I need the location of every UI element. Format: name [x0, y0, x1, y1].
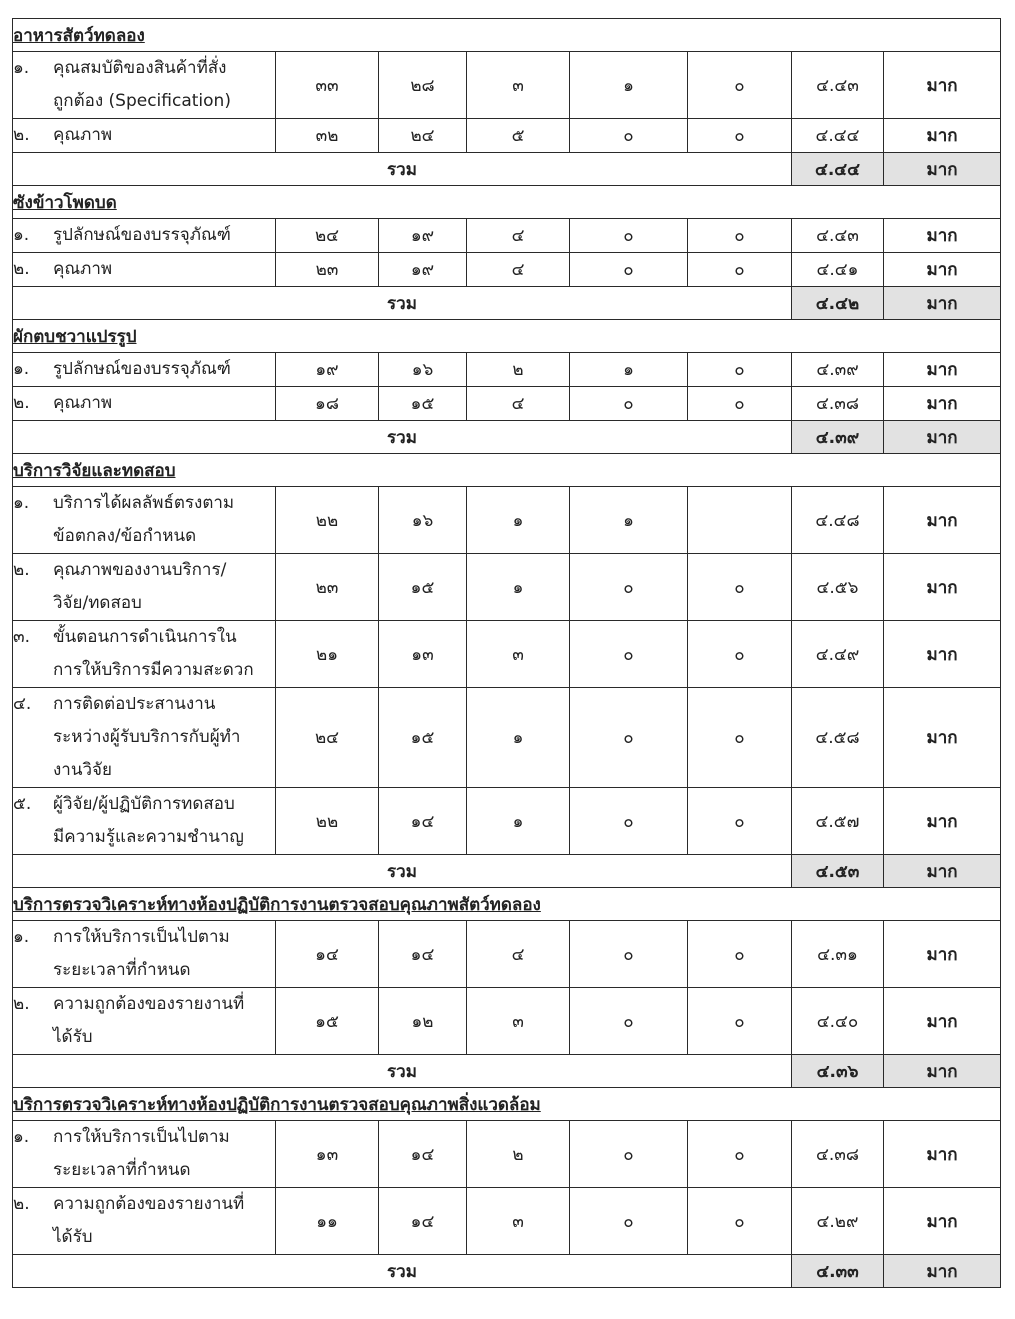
item-number: ๒. — [13, 560, 30, 580]
count-cell-c4: ๐ — [570, 688, 688, 788]
level-cell: มาก — [884, 1188, 1001, 1255]
count-cell-mean: ๔.๕๘ — [792, 688, 884, 788]
item-wrap — [13, 788, 275, 854]
item-text-line: ความถูกต้องของรายงานที่ — [53, 994, 245, 1014]
item-text-line: การติดต่อประสานงาน — [53, 694, 216, 714]
table-row — [13, 1188, 1001, 1255]
count-cell-c2: ๑๙ — [379, 253, 467, 287]
level-cell: มาก — [884, 788, 1001, 855]
count-cell-c4: ๐ — [570, 253, 688, 287]
item-text-line: การให้บริการเป็นไปตาม — [53, 927, 230, 947]
count-cell-c3: ๑ — [467, 554, 570, 621]
item-cell — [13, 554, 276, 621]
count-cell-mean: ๔.๒๙ — [792, 1188, 884, 1255]
count-cell-c1: ๒๑ — [276, 621, 379, 688]
count-cell-c3: ๔ — [467, 253, 570, 287]
count-cell-mean: ๔.๔๓ — [792, 219, 884, 253]
item-text-line: ผู้วิจัย/ผู้ปฏิบัติการทดสอบ — [53, 794, 235, 814]
item-wrap — [13, 52, 275, 118]
item-text-line: วิจัย/ทดสอบ — [53, 593, 142, 613]
level-cell: มาก — [884, 921, 1001, 988]
section-title: ซังข้าวโพดบด — [13, 186, 1001, 219]
item-wrap — [13, 219, 275, 252]
total-level: มาก — [884, 1055, 1001, 1088]
count-cell-c5: ๐ — [688, 1188, 792, 1255]
count-cell-c5: ๐ — [688, 1121, 792, 1188]
item-wrap — [13, 487, 275, 553]
section-header-row — [13, 320, 1001, 353]
section-title: อาหารสัตว์ทดลอง — [13, 19, 1001, 52]
total-label: รวม — [13, 153, 792, 186]
section-header-row — [13, 888, 1001, 921]
section-header-row — [13, 19, 1001, 52]
count-cell-c5: ๐ — [688, 353, 792, 387]
count-cell-c5: ๐ — [688, 253, 792, 287]
count-cell-c2: ๑๔ — [379, 1121, 467, 1188]
item-wrap — [13, 554, 275, 620]
count-cell-mean: ๔.๔๘ — [792, 487, 884, 554]
item-text — [53, 1121, 275, 1187]
item-wrap — [13, 688, 275, 787]
item-text — [53, 621, 275, 687]
count-cell-mean: ๔.๓๑ — [792, 921, 884, 988]
count-cell-mean: ๔.๓๘ — [792, 1121, 884, 1188]
total-label: รวม — [13, 855, 792, 888]
count-cell-c3: ๓ — [467, 52, 570, 119]
item-text-line: งานวิจัย — [53, 760, 112, 780]
item-number: ๓. — [13, 627, 31, 647]
count-cell-c4: ๐ — [570, 621, 688, 688]
count-cell-c1: ๒๒ — [276, 487, 379, 554]
item-number: ๑. — [13, 359, 30, 379]
total-mean: ๔.๔๔ — [792, 153, 884, 186]
count-cell-c3: ๕ — [467, 119, 570, 153]
level-cell: มาก — [884, 119, 1001, 153]
count-cell-c1: ๒๔ — [276, 219, 379, 253]
count-cell-c2: ๑๒ — [379, 988, 467, 1055]
count-cell-c1: ๒๓ — [276, 253, 379, 287]
item-number: ๒. — [13, 393, 30, 413]
section-header-row — [13, 186, 1001, 219]
level-cell: มาก — [884, 621, 1001, 688]
item-wrap — [13, 1188, 275, 1254]
item-cell — [13, 921, 276, 988]
level-cell: มาก — [884, 554, 1001, 621]
total-mean: ๔.๓๙ — [792, 421, 884, 454]
item-number: ๑. — [13, 1127, 30, 1147]
count-cell-mean: ๔.๔๓ — [792, 52, 884, 119]
item-text — [53, 988, 275, 1054]
item-text — [53, 921, 275, 987]
table-row — [13, 487, 1001, 554]
total-level: มาก — [884, 421, 1001, 454]
table-row — [13, 621, 1001, 688]
total-row — [13, 421, 1001, 454]
count-cell-c2: ๑๙ — [379, 219, 467, 253]
item-wrap — [13, 1121, 275, 1187]
item-cell — [13, 621, 276, 688]
item-text-line: มีความรู้และความชำนาญ — [53, 827, 244, 847]
count-cell-mean: ๔.๔๑ — [792, 253, 884, 287]
count-cell-mean: ๔.๔๔ — [792, 119, 884, 153]
count-cell-c5: ๐ — [688, 988, 792, 1055]
level-cell: มาก — [884, 688, 1001, 788]
count-cell-c5: ๐ — [688, 621, 792, 688]
count-cell-c5: ๐ — [688, 921, 792, 988]
table-row — [13, 52, 1001, 119]
item-number: ๒. — [13, 259, 30, 279]
table-row — [13, 119, 1001, 153]
count-cell-c3: ๓ — [467, 988, 570, 1055]
item-text-line: ถูกต้อง (Specification) — [53, 91, 231, 111]
total-level: มาก — [884, 855, 1001, 888]
count-cell-c4: ๐ — [570, 119, 688, 153]
count-cell-c4: ๐ — [570, 988, 688, 1055]
item-text — [53, 688, 275, 787]
item-number: ๑. — [13, 927, 30, 947]
item-text — [53, 788, 275, 854]
count-cell-c1: ๑๘ — [276, 387, 379, 421]
count-cell-c4: ๐ — [570, 788, 688, 855]
total-mean: ๔.๓๓ — [792, 1255, 884, 1288]
level-cell: มาก — [884, 1121, 1001, 1188]
item-wrap — [13, 119, 275, 152]
item-text-line: คุณภาพ — [53, 259, 113, 279]
level-cell: มาก — [884, 988, 1001, 1055]
level-cell: มาก — [884, 219, 1001, 253]
count-cell-c2: ๑๔ — [379, 1188, 467, 1255]
section-title: บริการวิจัยและทดสอบ — [13, 454, 1001, 487]
total-label: รวม — [13, 1055, 792, 1088]
count-cell-mean: ๔.๕๗ — [792, 788, 884, 855]
item-text-line: ระยะเวลาที่กำหนด — [53, 1160, 191, 1180]
total-level: มาก — [884, 1255, 1001, 1288]
count-cell-c5: ๐ — [688, 119, 792, 153]
item-cell — [13, 353, 276, 387]
item-text — [53, 119, 275, 152]
item-number: ๒. — [13, 1194, 30, 1214]
item-text-line: คุณสมบัติของสินค้าที่สั่ง — [53, 58, 227, 78]
item-number: ๒. — [13, 994, 30, 1014]
table-row — [13, 988, 1001, 1055]
count-cell-c3: ๔ — [467, 219, 570, 253]
total-mean: ๔.๕๓ — [792, 855, 884, 888]
total-label: รวม — [13, 287, 792, 320]
item-text-line: รูปลักษณ์ของบรรจุภัณฑ์ — [53, 359, 231, 379]
total-row — [13, 855, 1001, 888]
item-text — [53, 253, 275, 286]
item-text-line: คุณภาพของงานบริการ/ — [53, 560, 227, 580]
count-cell-c5: ๐ — [688, 554, 792, 621]
item-cell — [13, 988, 276, 1055]
count-cell-mean: ๔.๓๘ — [792, 387, 884, 421]
item-number: ๑. — [13, 58, 30, 78]
count-cell-c1: ๑๑ — [276, 1188, 379, 1255]
total-label: รวม — [13, 421, 792, 454]
section-title: บริการตรวจวิเคราะห์ทางห้องปฏิบัติการงานตรวจสอบคุณภาพสิ่งแวดล้อม — [13, 1088, 1001, 1121]
item-cell — [13, 487, 276, 554]
table-row — [13, 921, 1001, 988]
table-row — [13, 554, 1001, 621]
count-cell-c2: ๑๔ — [379, 921, 467, 988]
count-cell-c4: ๐ — [570, 921, 688, 988]
table-row — [13, 219, 1001, 253]
item-text-line: รูปลักษณ์ของบรรจุภัณฑ์ — [53, 225, 231, 245]
total-level: มาก — [884, 153, 1001, 186]
table-row — [13, 253, 1001, 287]
section-header-row — [13, 454, 1001, 487]
count-cell-c3: ๑ — [467, 487, 570, 554]
count-cell-c2: ๑๕ — [379, 688, 467, 788]
count-cell-c4: ๐ — [570, 1188, 688, 1255]
total-label: รวม — [13, 1255, 792, 1288]
count-cell-c3: ๒ — [467, 353, 570, 387]
count-cell-mean: ๔.๓๙ — [792, 353, 884, 387]
count-cell-c4: ๐ — [570, 387, 688, 421]
item-cell — [13, 253, 276, 287]
section-title: บริการตรวจวิเคราะห์ทางห้องปฏิบัติการงานตรวจสอบคุณภาพสัตว์ทดลอง — [13, 888, 1001, 921]
count-cell-c4: ๑ — [570, 353, 688, 387]
item-text-line: ได้รับ — [53, 1027, 93, 1047]
count-cell-c3: ๑ — [467, 788, 570, 855]
item-wrap — [13, 621, 275, 687]
count-cell-c5: ๐ — [688, 688, 792, 788]
count-cell-c5: ๐ — [688, 387, 792, 421]
item-text — [53, 52, 275, 118]
item-text — [53, 219, 275, 252]
item-wrap — [13, 387, 275, 420]
satisfaction-table — [12, 18, 1001, 1288]
count-cell-mean: ๔.๔๙ — [792, 621, 884, 688]
count-cell-c3: ๑ — [467, 688, 570, 788]
count-cell-c4: ๑ — [570, 52, 688, 119]
item-text-line: คุณภาพ — [53, 393, 113, 413]
count-cell-c1: ๓๓ — [276, 52, 379, 119]
count-cell-c3: ๓ — [467, 1188, 570, 1255]
count-cell-c1: ๒๓ — [276, 554, 379, 621]
count-cell-c1: ๑๓ — [276, 1121, 379, 1188]
count-cell-c2: ๑๔ — [379, 788, 467, 855]
total-row — [13, 1255, 1001, 1288]
item-cell — [13, 119, 276, 153]
item-text-line: ข้อตกลง/ข้อกำหนด — [53, 526, 197, 546]
item-text-line: บริการได้ผลลัพธ์ตรงตาม — [53, 493, 235, 513]
count-cell-c5: ๐ — [688, 52, 792, 119]
count-cell-c3: ๒ — [467, 1121, 570, 1188]
total-mean: ๔.๔๒ — [792, 287, 884, 320]
table-row — [13, 688, 1001, 788]
item-cell — [13, 387, 276, 421]
item-text-line: การให้บริการเป็นไปตาม — [53, 1127, 230, 1147]
item-text — [53, 554, 275, 620]
count-cell-c1: ๑๕ — [276, 988, 379, 1055]
count-cell-c2: ๑๕ — [379, 387, 467, 421]
count-cell-c2: ๒๘ — [379, 52, 467, 119]
item-number: ๑. — [13, 493, 30, 513]
count-cell-c3: ๔ — [467, 921, 570, 988]
item-text-line: ระหว่างผู้รับบริการกับผู้ทำ — [53, 727, 241, 747]
item-wrap — [13, 253, 275, 286]
count-cell-mean: ๔.๔๐ — [792, 988, 884, 1055]
count-cell-c3: ๓ — [467, 621, 570, 688]
item-text-line: การให้บริการมีความสะดวก — [53, 660, 254, 680]
table-row — [13, 788, 1001, 855]
level-cell: มาก — [884, 253, 1001, 287]
item-text — [53, 353, 275, 386]
item-wrap — [13, 353, 275, 386]
total-mean: ๔.๓๖ — [792, 1055, 884, 1088]
total-row — [13, 1055, 1001, 1088]
item-text-line: ระยะเวลาที่กำหนด — [53, 960, 191, 980]
count-cell-c4: ๐ — [570, 219, 688, 253]
count-cell-c5: ๐ — [688, 788, 792, 855]
count-cell-c2: ๑๖ — [379, 353, 467, 387]
total-row — [13, 153, 1001, 186]
item-text — [53, 487, 275, 553]
section-header-row — [13, 1088, 1001, 1121]
count-cell-c1: ๓๒ — [276, 119, 379, 153]
item-cell — [13, 1188, 276, 1255]
section-title: ผักตบชวาแปรรูป — [13, 320, 1001, 353]
total-level: มาก — [884, 287, 1001, 320]
level-cell: มาก — [884, 387, 1001, 421]
count-cell-c5 — [688, 487, 792, 554]
count-cell-c3: ๔ — [467, 387, 570, 421]
total-row — [13, 287, 1001, 320]
count-cell-c4: ๑ — [570, 487, 688, 554]
item-cell — [13, 52, 276, 119]
item-text — [53, 1188, 275, 1254]
item-text-line: ขั้นตอนการดำเนินการใน — [53, 627, 237, 647]
level-cell: มาก — [884, 353, 1001, 387]
item-wrap — [13, 988, 275, 1054]
item-number: ๔. — [13, 694, 32, 714]
count-cell-c2: ๑๓ — [379, 621, 467, 688]
count-cell-c1: ๒๒ — [276, 788, 379, 855]
item-cell — [13, 219, 276, 253]
count-cell-c2: ๑๖ — [379, 487, 467, 554]
count-cell-c1: ๑๔ — [276, 921, 379, 988]
item-text-line: คุณภาพ — [53, 125, 113, 145]
count-cell-c1: ๒๔ — [276, 688, 379, 788]
item-number: ๑. — [13, 225, 30, 245]
item-cell — [13, 688, 276, 788]
count-cell-c5: ๐ — [688, 219, 792, 253]
count-cell-c2: ๒๔ — [379, 119, 467, 153]
count-cell-c1: ๑๙ — [276, 353, 379, 387]
item-cell — [13, 788, 276, 855]
item-wrap — [13, 921, 275, 987]
item-cell — [13, 1121, 276, 1188]
item-number: ๕. — [13, 794, 32, 814]
item-number: ๒. — [13, 125, 30, 145]
level-cell: มาก — [884, 52, 1001, 119]
table-body — [13, 19, 1001, 1288]
table-row — [13, 353, 1001, 387]
item-text — [53, 387, 275, 420]
count-cell-mean: ๔.๕๖ — [792, 554, 884, 621]
count-cell-c2: ๑๕ — [379, 554, 467, 621]
table-row — [13, 1121, 1001, 1188]
count-cell-c4: ๐ — [570, 554, 688, 621]
item-text-line: ความถูกต้องของรายงานที่ — [53, 1194, 245, 1214]
level-cell: มาก — [884, 487, 1001, 554]
count-cell-c4: ๐ — [570, 1121, 688, 1188]
table-row — [13, 387, 1001, 421]
item-text-line: ได้รับ — [53, 1227, 93, 1247]
